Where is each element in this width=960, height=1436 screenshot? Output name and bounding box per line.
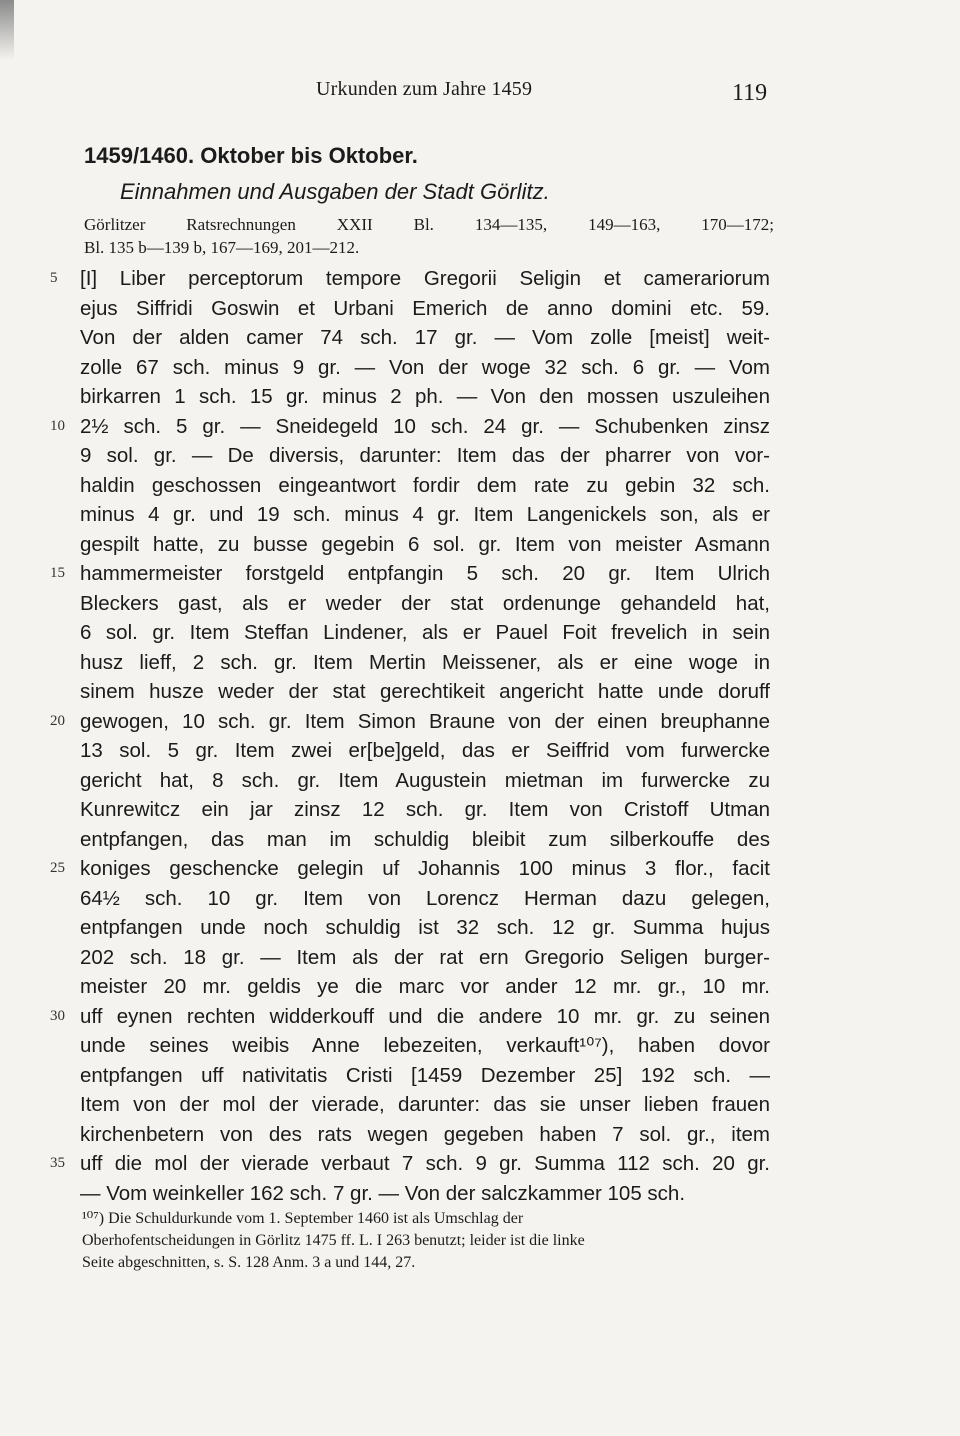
line-text: sinem husze weder der stat gerechtikeit angericht hatte unde doruff — [80, 680, 770, 703]
text-line — [80, 294, 770, 324]
line-text: minus 4 gr. und 19 sch. minus 4 gr. Item Langenickels son, als er — [80, 503, 770, 526]
line-number: 5 — [50, 270, 58, 286]
line-text: Bleckers gast, als er weder der stat ordenunge gehandeld hat, — [80, 591, 770, 615]
text-line — [50, 264, 770, 294]
line-text: Item von der mol der vierade, darunter: das sie unser lieben frauen — [80, 1093, 770, 1116]
line-text: gericht hat, 8 sch. gr. Item Augustein mietman im furwercke zu — [80, 768, 770, 792]
text-line — [80, 500, 770, 530]
line-text: entpfangen unde noch schuldig ist 32 sch. 12 gr. Summa hujus — [80, 916, 770, 939]
entry-title: Einnahmen und Ausgaben der Stadt Görlitz. — [120, 179, 550, 204]
line-text: Von der alden camer 74 sch. 17 gr. — Vom zolle [meist] weit- — [80, 326, 770, 349]
line-text: uff eynen rechten widderkouff und die andere 10 mr. gr. zu seinen — [80, 1004, 770, 1028]
text-line — [80, 736, 770, 766]
text-line — [80, 884, 770, 914]
text-line — [80, 618, 770, 648]
running-title: Urkunden zum Jahre 1459 — [316, 78, 533, 100]
line-text: koniges geschencke gelegin uf Johannis 100 minus 3 flor., facit — [80, 857, 770, 880]
line-text: 2½ sch. 5 gr. — Sneidegeld 10 sch. 24 gr. — Schubenken zinsz — [80, 414, 770, 438]
line-text: 6 sol. gr. Item Steffan Lindener, als er Pauel Foit frevelich in sein — [80, 621, 770, 644]
scan-edge-shadow — [0, 0, 14, 60]
line-text: birkarren 1 sch. 15 gr. minus 2 ph. — Von den mossen uszuleihen — [80, 385, 770, 408]
entry-date-heading: 1459/1460. Oktober bis Oktober. — [84, 143, 418, 168]
footnote-line: Oberhofentscheidungen in Görlitz 1475 ff. L. I 263 benutzt; leider ist die linke — [82, 1232, 585, 1249]
text-line — [50, 854, 770, 884]
text-line — [50, 412, 770, 442]
text-line — [50, 707, 770, 737]
line-text: kirchenbetern von des rats wegen gegeben haben 7 sol. gr., item — [80, 1122, 770, 1146]
text-line — [50, 1002, 770, 1032]
source-line: Görlitzer Ratsrechnungen XXII Bl. 134—135, 149—163, 170—172; — [84, 215, 774, 234]
line-number: 10 — [50, 417, 65, 434]
line-number: 30 — [50, 1007, 65, 1024]
line-text: entpfangen, das man im schuldig bleibit zum silberkouffe des — [80, 827, 770, 851]
text-line — [80, 530, 770, 560]
line-text: unde seines weibis Anne lebezeiten, verkauft¹⁰⁷), haben dovor — [80, 1034, 770, 1057]
line-text: 9 sol. gr. — De diversis, darunter: Item das der pharrer von vor- — [80, 444, 770, 467]
line-number: 20 — [50, 712, 65, 729]
line-text: 202 sch. 18 gr. — Item als der rat ern Gregorio Seligen burger- — [80, 945, 770, 969]
text-line — [80, 589, 770, 619]
line-text: zolle 67 sch. minus 9 gr. — Von der woge 32 sch. 6 gr. — Vom — [80, 355, 770, 379]
text-line — [80, 471, 770, 501]
line-text: meister 20 mr. geldis ye die marc vor ander 12 mr. gr., 10 mr. — [80, 975, 770, 998]
line-text: husz lieff, 2 sch. gr. Item Mertin Meissener, als er eine woge in — [80, 650, 770, 674]
footnote-line: ¹⁰⁷) Die Schuldurkunde vom 1. September 1460 ist als Umschlag der — [82, 1210, 524, 1227]
text-line — [80, 913, 770, 943]
source-reference — [84, 213, 774, 259]
text-line — [80, 382, 770, 412]
line-number: 25 — [50, 860, 65, 876]
body-text — [50, 264, 770, 1208]
line-number: 15 — [50, 565, 65, 581]
text-line — [80, 353, 770, 383]
text-line — [80, 1120, 770, 1150]
text-line — [50, 559, 770, 589]
text-line — [80, 441, 770, 471]
line-text: haldin geschossen eingeantwort fordir dem rate zu gebin 32 sch. — [80, 473, 770, 497]
text-line — [80, 972, 770, 1002]
source-line: Bl. 135 b—139 b, 167—169, 201—212. — [84, 238, 360, 257]
line-text: ejus Siffridi Goswin et Urbani Emerich de anno domini etc. 59. — [80, 296, 770, 320]
page-number: 119 — [732, 80, 768, 106]
text-line — [80, 825, 770, 855]
text-line — [80, 943, 770, 973]
text-line — [80, 323, 770, 353]
line-number: 35 — [50, 1155, 65, 1171]
line-text: gespilt hatte, zu busse gegebin 6 sol. gr. Item von meister Asmann — [80, 532, 770, 556]
line-text: [I] Liber perceptorum tempore Gregorii Seligin et camerariorum — [80, 267, 770, 290]
line-text: uff die mol der vierade verbaut 7 sch. 9 gr. Summa 112 sch. 20 gr. — [80, 1152, 770, 1175]
line-text: gewogen, 10 sch. gr. Item Simon Braune von der einen breuphanne — [80, 709, 770, 733]
line-text: 13 sol. 5 gr. Item zwei er[be]geld, das er Seiffrid vom furwercke — [80, 739, 770, 762]
text-line — [50, 1149, 770, 1179]
text-line — [80, 648, 770, 678]
text-line — [80, 766, 770, 796]
text-line — [80, 1031, 770, 1061]
line-text: — Vom weinkeller 162 sch. 7 gr. — Von der salczkammer 105 sch. — [80, 1181, 686, 1205]
text-line — [80, 677, 770, 707]
footnote-line: Seite abgeschnitten, s. S. 128 Anm. 3 a und 144, 27. — [82, 1254, 416, 1271]
text-line — [80, 795, 770, 825]
line-text: 64½ sch. 10 gr. Item von Lorencz Herman dazu gelegen, — [80, 886, 770, 910]
text-line — [80, 1090, 770, 1120]
text-line — [80, 1179, 770, 1209]
footnote — [82, 1208, 772, 1274]
text-line — [80, 1061, 770, 1091]
line-text: entpfangen uff nativitatis Cristi [1459 Dezember 25] 192 sch. — — [80, 1063, 770, 1087]
line-text: hammermeister forstgeld entpfangin 5 sch. 20 gr. Item Ulrich — [80, 562, 770, 585]
line-text: Kunrewitcz ein jar zinsz 12 sch. gr. Item von Cristoff Utman — [80, 798, 770, 821]
